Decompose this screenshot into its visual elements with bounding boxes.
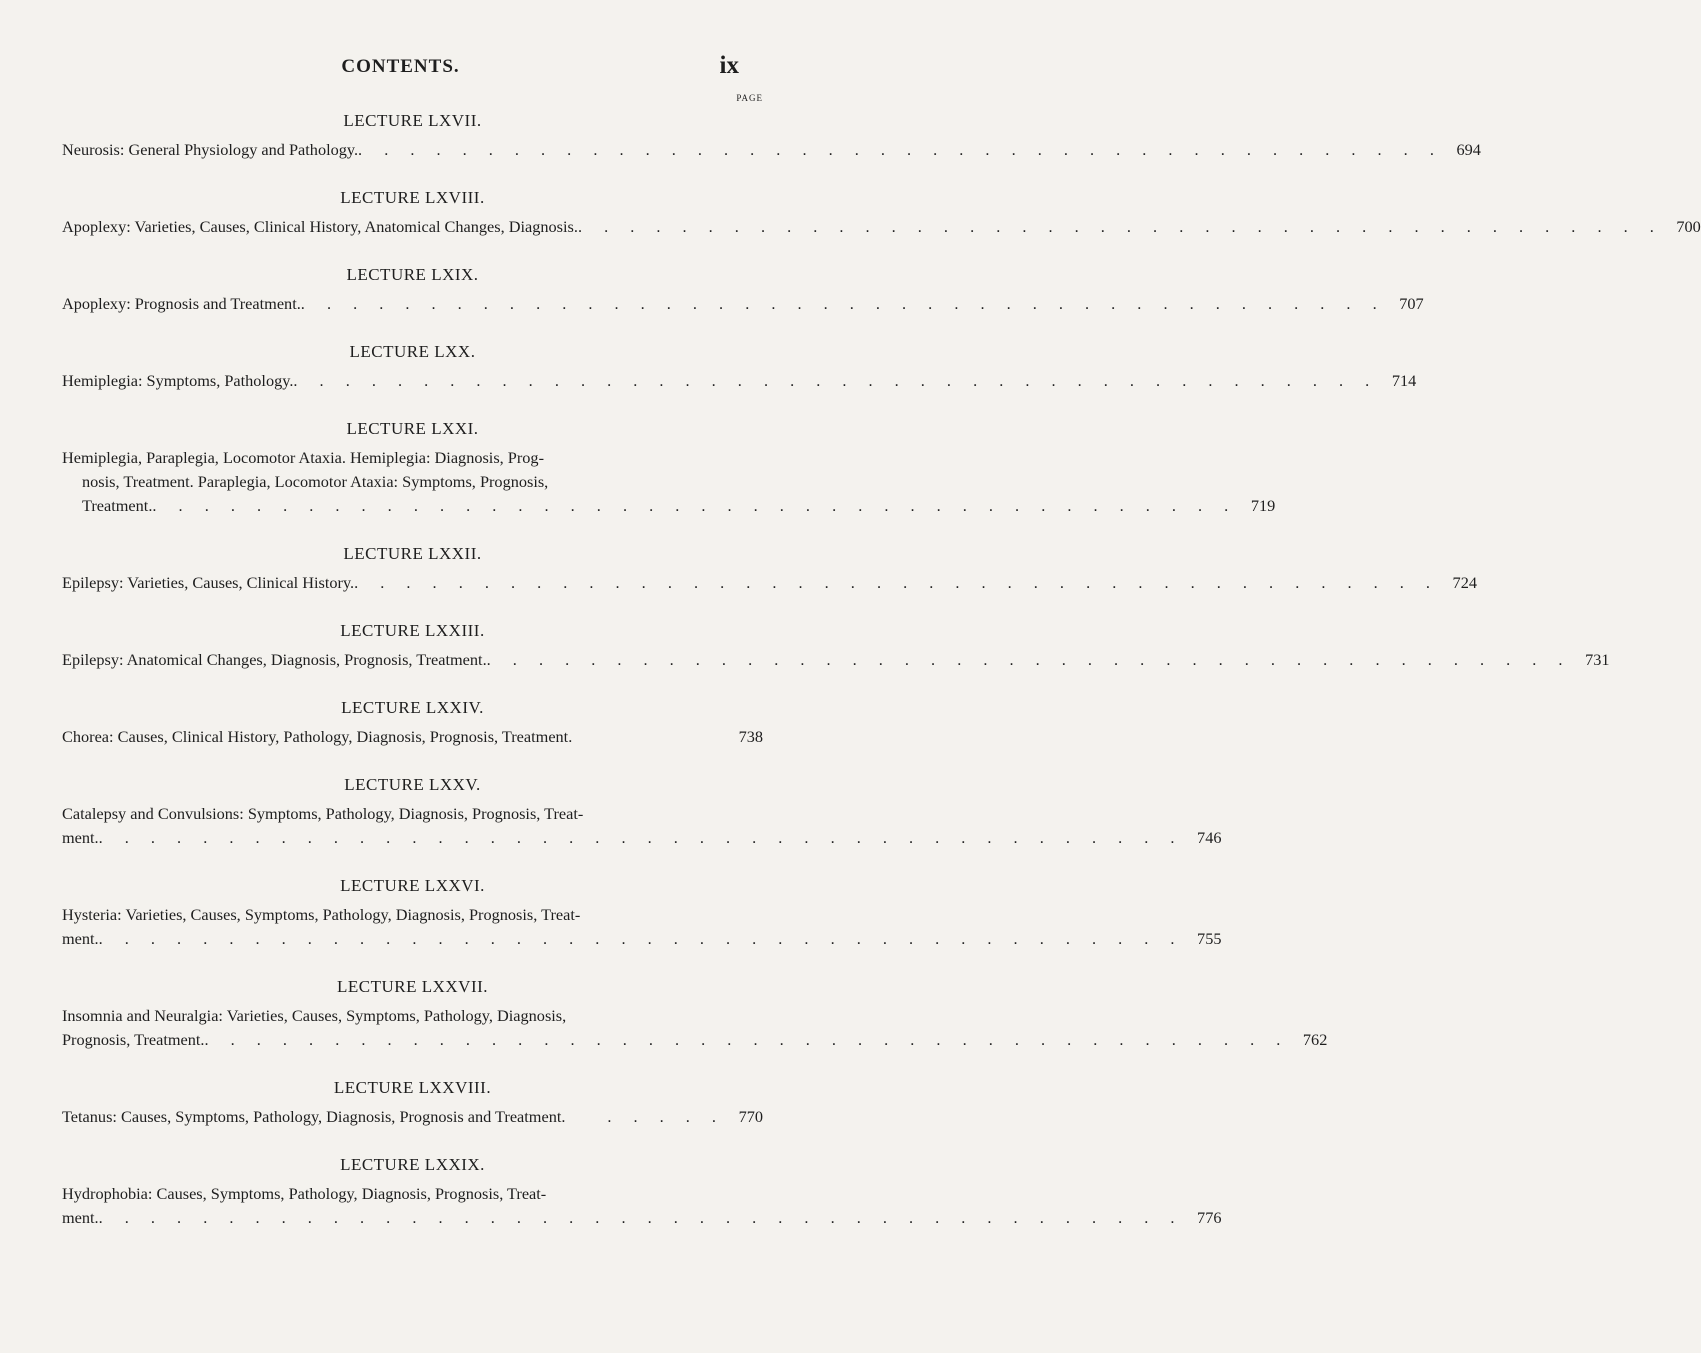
lecture-topics: Apoplexy: Prognosis and Treatment.	[62, 294, 301, 313]
page-number: 724	[1452, 573, 1477, 592]
lecture-entry	[62, 614, 1610, 672]
lecture-heading: LECTURE LXXVII.	[336, 977, 489, 996]
lecture-entry	[62, 1071, 763, 1129]
page-number: 694	[1456, 140, 1481, 159]
page-column-label: PAGE	[736, 93, 763, 103]
dot-leader: . . . . . . . . . . . . . . . . . . . . . . . . . . . . . . . . . . . . . . . . . .	[293, 371, 1379, 390]
lecture-entry	[62, 691, 763, 749]
dot-leader: . . . . . . . . . . . . . . . . . . . . . . . . . . . . . . . . . . . . . . . . . .	[204, 1030, 1290, 1049]
running-head-title: CONTENTS.	[341, 56, 460, 77]
lecture-topics-continued: Prognosis, Treatment.	[62, 1030, 205, 1049]
dot-leader: . . . . . . . . . . . . . . . . . . . . . . . . . . . . . . . . . . . . . . . . . .	[486, 650, 1572, 669]
lecture-topics-continued: nosis, Treatment. Paraplegia, Locomotor Ataxia: Symptoms, Prognosis,	[82, 472, 549, 491]
dot-leader: . . . . . . . . . . . . . . . . . . . . . . . . . . . . . . . . . . . . . . . . . .	[152, 496, 1238, 515]
lecture-heading: LECTURE LXXII.	[343, 544, 482, 563]
lecture-topics-continued: ment.	[62, 929, 99, 948]
dot-leader: . . . . .	[607, 1107, 725, 1126]
lecture-entry	[62, 1148, 1222, 1230]
page-number: 731	[1585, 650, 1610, 669]
lecture-topics: Apoplexy: Varieties, Causes, Clinical History, Anatomical Changes, Diagnosis.	[62, 217, 578, 236]
lecture-heading: LECTURE LXXIII.	[340, 621, 485, 640]
dot-leader: . . . . . . . . . . . . . . . . . . . . . . . . . . . . . . . . . . . . . . . . . .	[300, 294, 1386, 313]
page-number: 700	[1676, 217, 1701, 236]
page-number: 738	[738, 727, 763, 746]
lecture-entry	[62, 335, 1417, 393]
lecture-topics: Hemiplegia: Symptoms, Pathology.	[62, 371, 294, 390]
lecture-topics: Neurosis: General Physiology and Pathology.	[62, 140, 359, 159]
lecture-topics: Tetanus: Causes, Symptoms, Pathology, Diagnosis, Prognosis and Treatment.	[62, 1107, 566, 1126]
lecture-heading: LECTURE LXXVI.	[340, 876, 485, 895]
lecture-entry	[62, 537, 1477, 595]
page-number: 762	[1302, 1030, 1328, 1049]
lecture-heading: LECTURE LXXV.	[344, 775, 481, 794]
lecture-topics: Chorea: Causes, Clinical History, Pathology, Diagnosis, Prognosis, Treatment.	[62, 727, 573, 746]
lecture-topics-continued: ment.	[62, 828, 99, 847]
lecture-topics: Epilepsy: Anatomical Changes, Diagnosis, Prognosis, Treatment.	[62, 650, 487, 669]
page-number: 776	[1197, 1208, 1222, 1227]
lecture-heading: LECTURE LXXIX.	[340, 1155, 485, 1174]
lecture-heading: LECTURE LXVII.	[343, 111, 482, 130]
dot-leader: . . . . . . . . . . . . . . . . . . . . . . . . . . . . . . . . . . . . . . . . . .	[354, 573, 1439, 592]
lecture-entry	[62, 869, 1222, 951]
lecture-entry	[62, 768, 1222, 850]
page-number: 714	[1391, 371, 1417, 390]
dot-leader: . . . . . . . . . . . . . . . . . . . . . . . . . . . . . . . . . . . . . . . . . .	[358, 140, 1443, 159]
page-number: 707	[1399, 294, 1424, 313]
lecture-entry	[62, 181, 1701, 239]
lecture-heading: LECTURE LXXVIII.	[333, 1078, 492, 1097]
lecture-entry	[62, 104, 1481, 162]
lecture-entry	[62, 258, 1424, 316]
dot-leader: . . . . . . . . . . . . . . . . . . . . . . . . . . . . . . . . . . . . . . . . . .	[98, 929, 1184, 948]
lecture-entry	[62, 970, 1328, 1052]
lecture-topics: Hysteria: Varieties, Causes, Symptoms, Pathology, Diagnosis, Prognosis, Treat-	[62, 905, 581, 924]
dot-leader: . . . . . . . . . . . . . . . . . . . . . . . . . . . . . . . . . . . . . . . . . .	[98, 1208, 1184, 1227]
lecture-topics: Hydrophobia: Causes, Symptoms, Pathology, Diagnosis, Prognosis, Treat-	[62, 1184, 547, 1203]
lecture-topics: Epilepsy: Varieties, Causes, Clinical History.	[62, 573, 355, 592]
dot-leader: . . . . . . . . . . . . . . . . . . . . . . . . . . . . . . . . . . . . . . . . . .	[98, 828, 1184, 847]
page-folio: ix	[719, 52, 739, 79]
dot-leader: . . . . . . . . . . . . . . . . . . . . . . . . . . . . . . . . . . . . . . . . . .	[577, 217, 1663, 236]
lecture-topics: Hemiplegia, Paraplegia, Locomotor Ataxia. Hemiplegia: Diagnosis, Prog-	[62, 448, 544, 467]
lecture-entry	[62, 412, 1276, 518]
page-number: 770	[738, 1107, 763, 1126]
running-head	[0, 48, 801, 78]
lecture-topics: Insomnia and Neuralgia: Varieties, Causes, Symptoms, Pathology, Diagnosis,	[62, 1006, 567, 1025]
lecture-heading: LECTURE LXVIII.	[340, 188, 485, 207]
lecture-topics-continued: Treatment.	[82, 496, 153, 515]
lecture-heading: LECTURE LXIX.	[346, 265, 479, 284]
page-number: 746	[1197, 828, 1222, 847]
page-number: 719	[1250, 496, 1276, 515]
lecture-heading: LECTURE LXXIV.	[341, 698, 484, 717]
lecture-heading: LECTURE LXX.	[349, 342, 476, 361]
contents-list	[62, 104, 1701, 1230]
page-number: 755	[1197, 929, 1222, 948]
lecture-topics-continued: ment.	[62, 1208, 99, 1227]
lecture-heading: LECTURE LXXI.	[346, 419, 479, 438]
lecture-topics: Catalepsy and Convulsions: Symptoms, Pathology, Diagnosis, Prognosis, Treat-	[62, 804, 584, 823]
